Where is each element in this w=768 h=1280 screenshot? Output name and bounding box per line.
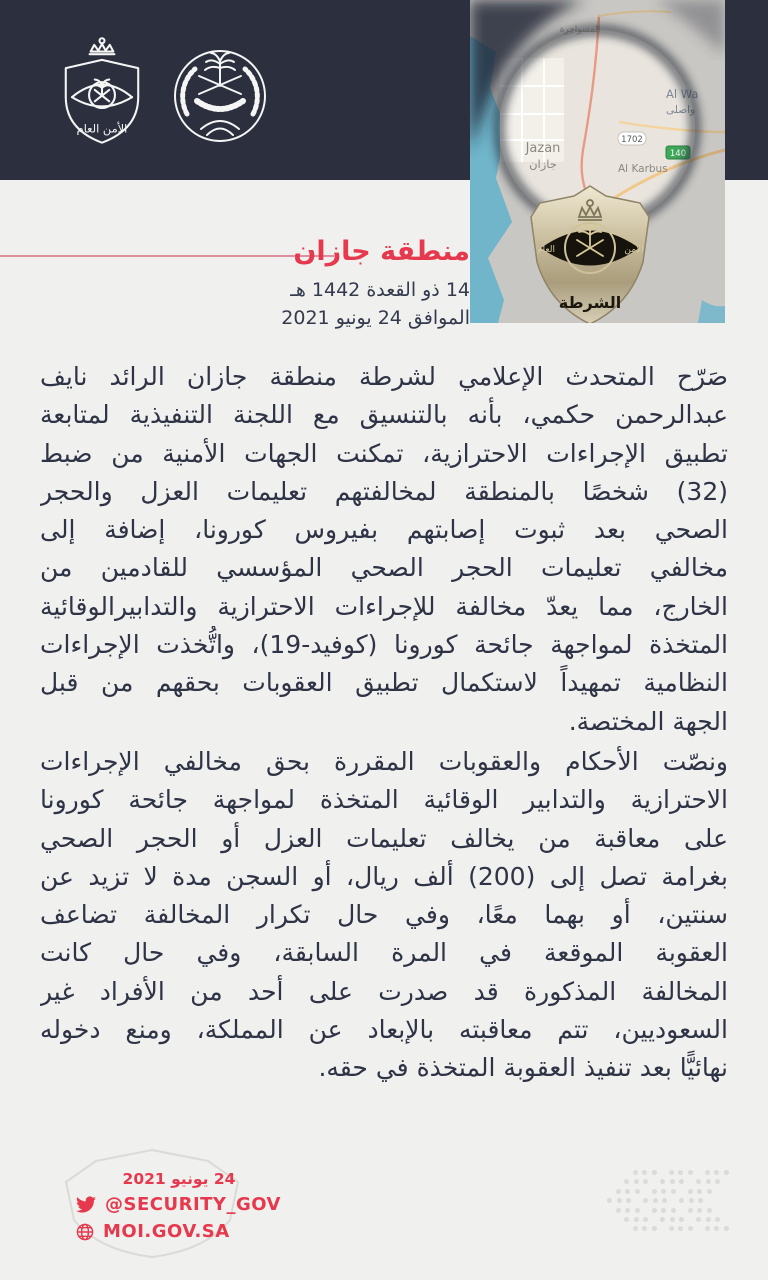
jazan-map-photo <box>470 0 725 323</box>
statement-paragraph-1 <box>40 358 728 741</box>
globe-icon <box>76 1223 94 1241</box>
svg-text:140: 140 <box>669 149 687 159</box>
twitter-icon <box>76 1196 96 1213</box>
public-security-label: الأمن العام <box>76 121 128 136</box>
body-text-line: مخالفي تعليمات الحجر الصحي المؤسسي للقادمين من <box>40 553 728 583</box>
map-label-karbus: Al Karbus <box>618 163 668 175</box>
footer-contact-block <box>76 1170 281 1242</box>
body-text-line: السعوديين، تتم معاقبته بالإبعاد عن المملكة، ومنع دخوله <box>40 1015 728 1045</box>
footer-date: 24 يونيو 2021 <box>122 1170 236 1188</box>
body-text-line: الجهة المختصة. <box>568 706 728 736</box>
body-text-line: النظامية تمهيداً لاستكمال تطبيق العقوبات بحقهم من قبل <box>40 668 728 698</box>
badge-amn-label: الأمن <box>624 245 644 255</box>
statement-body <box>40 358 728 1088</box>
body-text-line: بغرامة تصل إلى (200) ألف ريال، أو السجن مدة لا تزيد عن <box>40 861 728 891</box>
twitter-handle: @SECURITY_GOV <box>105 1194 281 1215</box>
body-text-line: المتخذة لمواجهة جائحة كورونا (كوفيد-19)، واتُّخذت الإجراءات <box>40 630 728 660</box>
body-text-line: المخالفة المذكورة قد صدرت على أحد من الأفراد غير <box>40 976 728 1006</box>
website-url: MOI.GOV.SA <box>103 1221 230 1242</box>
map-label-jazan-ar: جازان <box>529 157 557 171</box>
map-label-top: المسواجرة <box>559 25 601 35</box>
date-block <box>281 276 470 332</box>
body-text-line: نهائيًّا بعد تنفيذ العقوبة المتخذة في حقه. <box>318 1053 728 1083</box>
dots-pattern <box>607 1170 739 1234</box>
page-title: منطقة جازان <box>293 236 470 267</box>
route-1702-badge <box>618 132 646 145</box>
website-row[interactable] <box>76 1221 281 1242</box>
svg-text:1702: 1702 <box>621 135 643 145</box>
public-security-logo-icon <box>48 34 156 152</box>
body-text-line: تطبيق الإجراءات الاحترازية، تمكنت الجهات الأمنية من ضبط <box>40 438 728 468</box>
twitter-row[interactable] <box>76 1194 281 1215</box>
body-text-line: عبدالرحمن حكمي، بأنه بالتنسيق مع اللجنة التنفيذية لمتابعة <box>40 400 728 430</box>
badge-police-label: الشرطة <box>558 293 622 312</box>
moi-emblem-icon <box>170 40 270 152</box>
body-text-line: ونصّت الأحكام والعقوبات المقررة بحق مخالفي الإجراءات <box>40 746 728 776</box>
map-label-jazan-en: Jazan <box>525 141 561 156</box>
body-text-line: (32) شخصًا بالمنطقة لمخالفتهم تعليمات العزل والحجر <box>40 476 728 506</box>
title-rule <box>0 255 334 257</box>
body-text-line: صَرّح المتحدث الإعلامي لشرطة منطقة جازان الرائد نايف <box>40 362 728 391</box>
statement-paragraph-2 <box>40 743 728 1088</box>
map-label-alwa-en: Al Wa <box>666 87 699 101</box>
gregorian-date: الموافق 24 يونيو 2021 <box>281 307 470 329</box>
map-label-alwa-ar: واصلى <box>666 104 696 116</box>
badge-aam-label: العام <box>537 245 555 255</box>
hijri-date: 14 ذو القعدة 1442 هـ <box>290 279 470 301</box>
body-text-line: الخارج، مما يعدّ مخالفة للإجراءات الاحترازية والتدابيرالوقائية <box>40 591 728 621</box>
body-text-line: الصحي بعد ثبوت إصابتهم بفيروس كورونا، إضافة إلى <box>40 515 728 545</box>
body-text-line: سنتين، أو بهما معًا، وفي حال تكرار المخالفة تضاعف <box>40 900 728 930</box>
body-text-line: العقوبة الموقعة في المرة السابقة، وفي حال كانت <box>40 938 728 968</box>
body-text-line: الاحترازية والتدابير الوقائية المتخذة لمواجهة جائحة كورونا <box>40 785 728 815</box>
body-text-line: على معاقبة من يخالف تعليمات العزل أو الحجر الصحي <box>40 823 728 853</box>
